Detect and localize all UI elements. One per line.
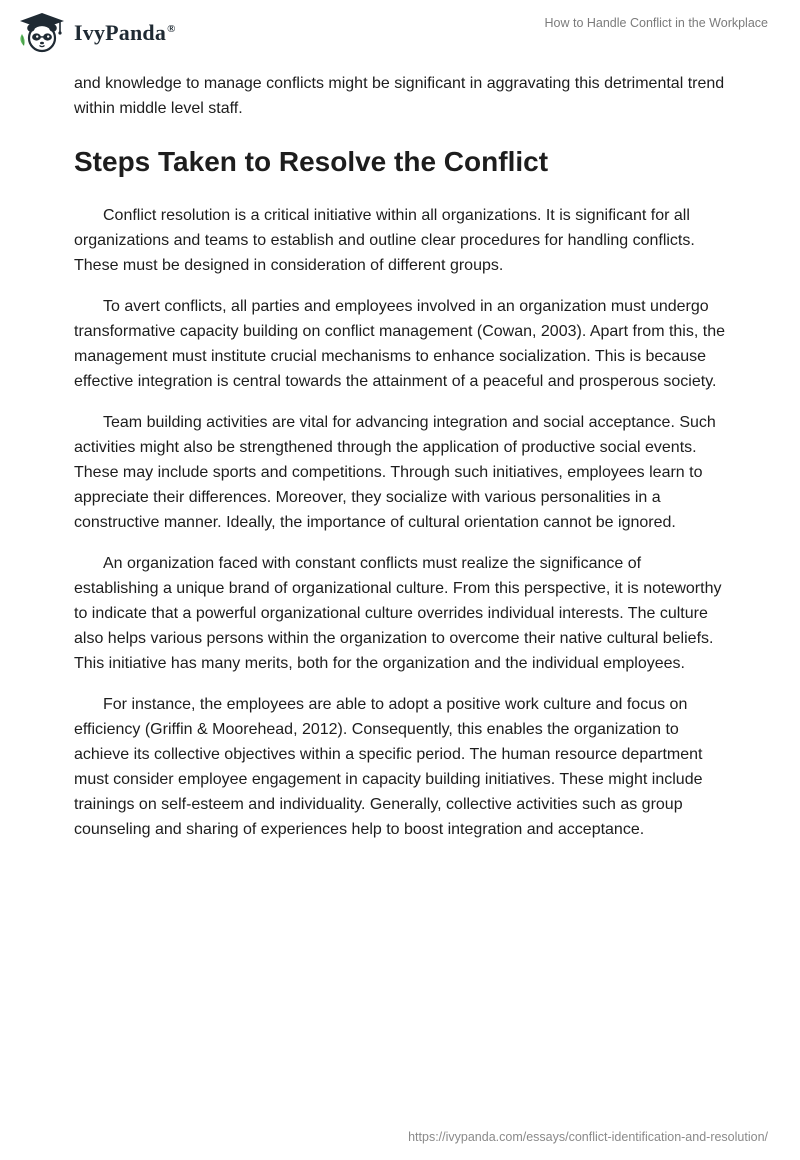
registered-mark: ®: [167, 22, 176, 35]
brand-name: IvyPanda®: [74, 20, 176, 45]
ivypanda-logo[interactable]: [14, 10, 176, 56]
panda-graduate-icon: [14, 10, 70, 56]
paragraph: An organization faced with constant conflicts must realize the significance of establishing a unique brand of organizational culture. From this perspective, it is noteworthy to indicate that a powerful organizational culture overrides individual interests. The culture also helps various persons within the organization to overcome their native cultural beliefs. This initiative has many merits, both for the organization and the individual employees.: [74, 555, 722, 672]
article-body: [74, 71, 726, 842]
source-url[interactable]: https://ivypanda.com/essays/conflict-identification-and-resolution/: [408, 1130, 768, 1144]
page-header: [0, 0, 800, 70]
intro-paragraph: and knowledge to manage conflicts might be significant in aggravating this detrimental trend within middle level staff.: [74, 75, 725, 117]
document-title: How to Handle Conflict in the Workplace: [544, 16, 768, 30]
paragraph: Team building activities are vital for advancing integration and social acceptance. Such activities might also be strengthened through the application of productive social events. These may include sports and competitions. Through such initiatives, employees learn to appreciate their differences. Moreover, they socialize with various personalities in a constructive manner. Ideally, the importance of cultural orientation cannot be ignored.: [74, 414, 716, 531]
section-heading: Steps Taken to Resolve the Conflict: [74, 146, 549, 177]
paragraph: Conflict resolution is a critical initiative within all organizations. It is significant for all organizations and teams to establish and outline clear procedures for handling conflicts. These must be designed in consideration of different groups.: [74, 207, 695, 274]
paragraph: To avert conflicts, all parties and employees involved in an organization must undergo transformative capacity building on conflict management (Cowan, 2003). Apart from this, the management must institute crucial mechanisms to enhance socialization. This is because effective integration is central towards the attainment of a peaceful and prosperous society.: [74, 298, 725, 390]
paragraph: For instance, the employees are able to adopt a positive work culture and focus on efficiency (Griffin & Moorehead, 2012). Consequently, this enables the organization to achieve its collective objectives within a specific period. The human resource department must consider employee engagement in capacity building initiatives. These might include trainings on self-esteem and individuality. Generally, collective activities such as group counseling and sharing of experiences help to boost integration and acceptance.: [74, 696, 703, 838]
